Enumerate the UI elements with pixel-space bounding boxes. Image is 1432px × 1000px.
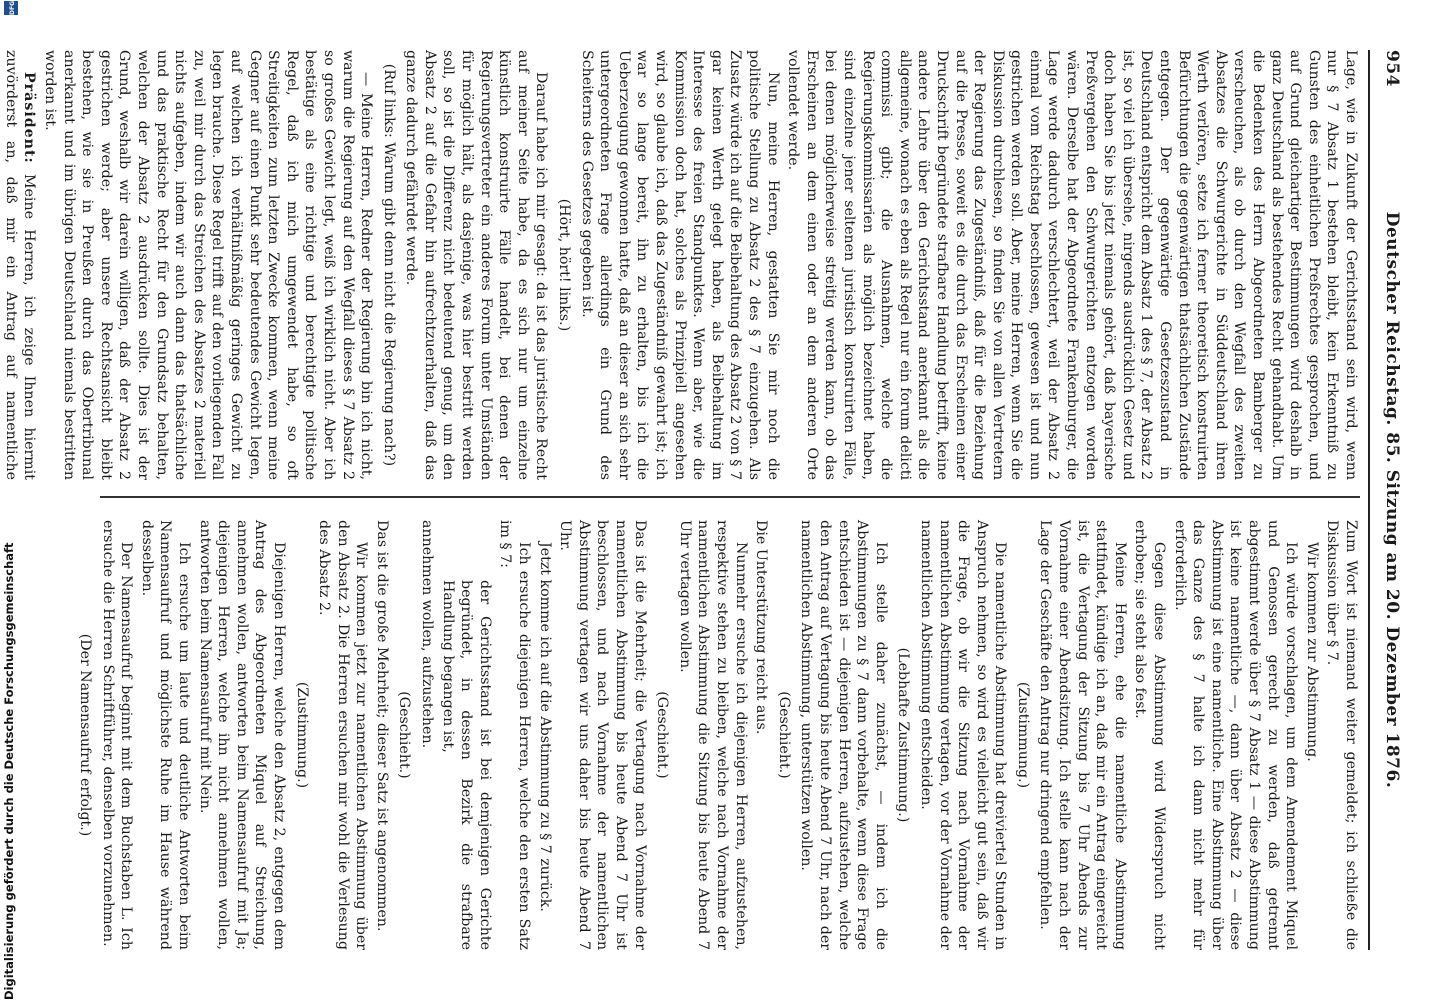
right-column [77, 520, 1360, 950]
right_column-paragraph: (Lebhafte Zustimmung.) [895, 647, 912, 823]
dfg-logo-text: DFG [9, 0, 16, 16]
right_column-paragraph: (Der Namensaufruf erfolgt.) [77, 633, 93, 837]
left_column-paragraph: Darauf habe ich mir gesagt: da ist das juristische Recht auf meiner Seite habe, da es sich nur um einzelne künstlich konstruirte Fälle handelt, bei denen der Regierungsvertreter ein anderes Forum unter Umständen für möglich hält, als dasjenige, was hier bestritt werden soll, so ist die Differenz nicht bedeutend genug, um den Absatz 2 auf die Gefahr hin aufrechtzuerhalten, daß das ganze dadurch gefährdet werde. [403, 50, 550, 480]
left_column-paragraph: — Meine Herren, Redner der Regierung bin ich nicht, warum die Regierung auf den Wegfall dieses § 7 Absatz 2 so großes Gewicht legt, weiß ich wirklich nicht. Aber ich bestätige als eine richtige und berechtigte politische Regel, daß ich mich umgewendet habe, so oft Streitigkeiten zum letzten Zwecke kommen, wenn meine Gegner auf einen Punkt sehr bedeutendes Gewicht legen, auf welchen ich verhältnißmäßig geringes Gewicht zu legen brauche. Diese Regel trifft auf den vorliegenden Fall zu, weil mir durch das Streichen des Absatzes 2 materiell nichts aufgeben, indem wir auch dann das thatsächliche und das praktische Recht für den Grundsatz behalten, welchen der Absatz 2 ausdrücken sollte. Dies ist der Grund, weshalb wir darein willigen, daß der Absatz 2 gestrichen werde; aber unsere Rechtsansicht bleibt bestehen, wie sie in Preußen durch das Obertribunal anerkannt und im übrigen Deutschland niemals bestritten worden ist. [42, 50, 375, 480]
right_column-paragraph: Gegen diese Abstimmung wird Widerspruch nicht erhoben; sie steht also fest. [1132, 520, 1168, 950]
footer-strip [2, 0, 22, 1000]
right_column-paragraph: Zum Wort ist niemand weiter gemeldet; ich schließe die Diskussion über § 7. [1324, 520, 1359, 950]
footer-text: Digitalisierung gefördert durch die Deutsche Forschungsgemeinschaft [2, 542, 16, 1000]
right_column-paragraph: Die Unterstützung reicht aus. [753, 520, 770, 735]
right_column-paragraph: Nunmehr ersuche ich diejenigen Herren, aufzustehen, respektive stehen zu bleiben, welche nach Vornahme der namentlichen Abstimmung die Sitzung bis heute Abend 7 Uhr vertagen wollen. [676, 520, 749, 950]
header-rule [1368, 50, 1370, 950]
right_column-paragraph: Wir kommen zur Abstimmung. [1303, 542, 1320, 762]
left-column [2, 50, 1360, 480]
right_column-paragraph: Meine Herren, ehe die namentliche Abstimmung stattfindet, kündige ich an, daß mir ein Antrag eingereicht ist, die Vertagung der Sitzung bis 7 Uhr Abends zur Vornahme einer Abendsitzung. Ich stelle kann nach der Lage der Geschäfte den Antrag nur dringend empfehlen. [1037, 520, 1128, 950]
right_column-paragraph: Ich stelle daher zunächst, — indem ich die Abstimmungen zu § 7 dann vorbehalte, wenn diese Frage entschieden ist — diejenigen Herren, aufzustehen, welche den Antrag auf Vertagung bis heute Abend 7 Uhr, nach der namentlichen Abstimmung, unterstützen wollen. [798, 520, 889, 950]
right_column-paragraph: Wir kommen jetzt zur namentlichen Abstimmung über den Absatz 2. Die Herren ersuchen mir wohl die Verlesung des Absatz 2. [316, 520, 370, 950]
right_column-paragraph: Ich würde vorschlagen, um dem Amendement Miquel und Genossen gerecht zu werden, daß getrennt abgestimmt werde über § 7 Absatz 1 — diese Abstimmung ist keine namentliche —, dann über Absatz 2 — diese Abstimmung ist eine namentliche. Eine Abstimmung über das Ganze des § 7 halte ich dann nicht mehr für erforderlich. [1171, 520, 1300, 950]
right_column-paragraph: Ich ersuche diejenigen Herren, welche den ersten Satz im § 7: [497, 520, 533, 950]
right_column-paragraph: Das ist die große Mehrheit; dieser Satz ist angenommen. [373, 520, 390, 932]
right_column-paragraph: (Zustimmung.) [1014, 681, 1031, 789]
speech-text: Meine Herren, ich zeige Ihnen hiermit zuvörderst an, daß mir ein Antrag auf namentliche [2, 50, 38, 480]
left_column-paragraph: (Hört, hört! links.) [556, 198, 573, 332]
running-head [1368, 50, 1402, 950]
column-divider [100, 496, 1360, 498]
right_column-paragraph: Die namentliche Abstimmung hat dreiviertel Stunden in Anspruch nehmen, so wird es vielleicht gut sein, daß wir die Frage, ob wir die Sitzung nach Vornahme der namentlichen Abstimmung vertagen, vor der Vornahme der namentlichen Abstimmung entscheiden. [917, 520, 1009, 950]
speaker-name: Präsident: [21, 72, 38, 164]
right_column-paragraph: Ich ersuche um laute und deutliche Antworten beim Namensaufruf und möglichste Ruhe im Hause während desselben. [138, 520, 192, 950]
left_column-paragraph: Lage, wie in Zukunft der Gerichtsstand sein wird, wenn nur § 7 Absatz 1 bestehen bleibt, kein Erkenntniß zu Gunsten des einheitlichen Preßrechtes gesprochen, und auf Grund gleichartiger Bestimmungen wird deshalb in ganz Deutschland als bestehendes Recht gehandhabt. Um die Bedenken des Herrn Abgeordneten Bamberger zu verscheuchen, als ob durch den Wegfall des zweiten Absatzes die Schwurgerichte in Süddeutschland ihren Werth verlören, setze ich ferner theoretisch konstruirten Befürchtungen die gegenwärtigen thatsächlichen Zustände entgegen. Der gegenwärtige Gesetzeszustand in Deutschland entspricht dem Absatz 1 des § 7, der Absatz 2 ist, so viel ich übersehe, nirgends ausdrücklich Gesetz und doch haben Sie bis jetzt niemals gehört, daß bayerische Preßvergehen den Schwurgerichten entzogen worden wären. Derselbe hat der Abgeordnete Frankenburger, die Lage werde dadurch verschlechtert, weil der Absatz 2 einmal vom Reichstag beschlossen, gewesen ist und nun gestrichen werden soll. Aber, meine Herren, wenn Sie die Diskussion durchlesen, so finden Sie von allen Vertretern der Regierung das Zugeständniß, daß für die Beziehung auf die Presse, soweit es die durch das Erscheinen einer Druckschrift begründete strafbare Handlung betrifft, keine andere Lehre über den Gerichtsstand anerkannt als die allgemeine, wonach es eben als Regel nur ein forum delicti commissi gibt; die Ausnahmen, welche die Regierungskommissarien als möglich bezeichnet haben, sind einzelne jener seltenen juristisch konstruirten Fälle, bei denen möglicherweise streitig werden kann, ob das Erscheinen an dem einen oder an dem anderen Orte vollendet werde. [785, 50, 1359, 480]
right_column-paragraph: (Zustimmung.) [293, 681, 310, 789]
dfg-logo-icon [4, 1, 18, 15]
right_column-paragraph: Diejenigen Herren, welche den Absatz 2, entgegen dem Antrag des Abgeordneten Miquel auf Streichung, annehmen wollen, antworten beim Namensaufruf mit Ja; diejenigen Herren, welche ihn nicht annehmen wollen, antworten beim Namensaufruf mit Nein. [196, 520, 287, 950]
right_column-paragraph: der Gerichtsstand ist bei demjenigen Gerichte begründet, in dessen Bezirk die strafbare Handlung begangen ist, [439, 580, 493, 950]
footer [2, 0, 22, 1000]
right_column-paragraph: annehmen wollen, aufzustehen. [419, 520, 436, 749]
right_column-paragraph: (Geschieht.) [654, 691, 671, 779]
left_column-paragraph: (Ruf links: Warum gibt denn nicht die Regierung nach?) [380, 63, 397, 467]
right_column-paragraph: (Geschieht.) [396, 691, 413, 779]
page-number: 954 [1382, 50, 1402, 87]
right_column-paragraph: Der Namensaufruf beginnt mit dem Buchstaben L. Ich ersuche die Herren Schriftführer, denselben vorzunehmen. [99, 520, 135, 950]
left_column-paragraph: Nun, meine Herren, gestatten Sie mir noch die politische Stellung zu Absatz 2 des § 7 einzugehen. Als Zusatz würde ich auf die Beibehaltung des Absatz 2 von § 7 gar keinen Werth gelegt haben, als Beibehaltung im Interesse des freien Standpunktes. Wenn aber, wie die Kommission doch hat, solches als Prinzipiell angesehen wird, so glaube ich, daß das Zugeständniß gewahrt ist; ich war so lange bereit, ihn zu erhalten, bis ich die Ueberzeugung gewonnen hatte, daß an dieser an sich sehr untergeordneten Frage allerdings ein Grund des Scheiterns des Gesetzes gegeben ist. [578, 50, 781, 480]
right_column-paragraph: Jetzt komme ich auf die Abstimmung zu § 7 zurück. [536, 542, 553, 912]
right_column-paragraph: (Geschieht.) [775, 691, 792, 779]
right_column-paragraph: Das ist die Mehrheit; die Vertagung nach Vornahme der namentlichen Abstimmung bis heute Abend 7 Uhr ist beschlossen, und nach Vornahme der namentlichen Abstimmung vertagen wir uns daher bis heute Abend 7 Uhr. [557, 520, 648, 950]
page-title: Deutscher Reichstag. 85. Sitzung am 20. Dezember 1876. [1382, 211, 1402, 789]
